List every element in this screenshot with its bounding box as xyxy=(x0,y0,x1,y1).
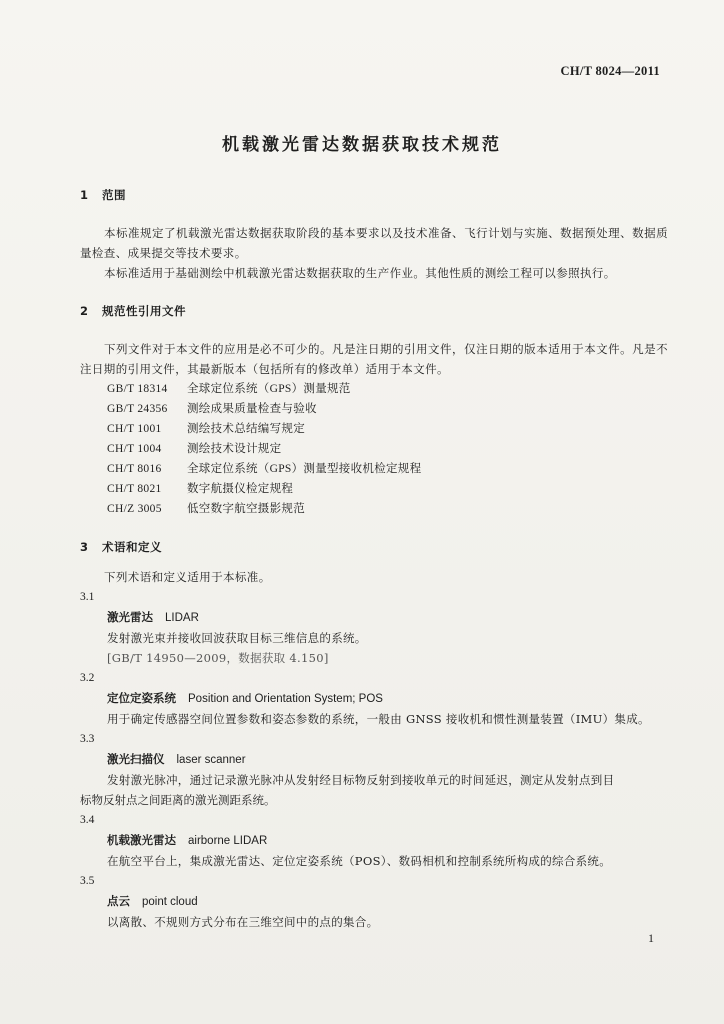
reference-code: GB/T 18314 xyxy=(107,383,168,395)
document-body xyxy=(80,185,668,932)
term-en: Position and Orientation System; POS xyxy=(188,693,383,705)
term-definition: 发射激光束并接收回波获取目标三维信息的系统。 xyxy=(107,631,367,645)
reference-item xyxy=(107,379,668,399)
reference-name: 全球定位系统（GPS）测量型接收机检定规程 xyxy=(187,463,422,475)
term-number: 3.2 xyxy=(80,672,95,684)
reference-item xyxy=(107,419,668,439)
term-en: laser scanner xyxy=(176,754,246,766)
reference-code: CH/Z 3005 xyxy=(107,503,162,515)
reference-name: 低空数字航空摄影规范 xyxy=(187,503,305,515)
paragraph: 本标准规定了机载激光雷达数据获取阶段的基本要求以及技术准备、飞行计划与实施、数据预处理、数据质量检查、成果提交等技术要求。 xyxy=(80,226,668,260)
section-heading-scope xyxy=(80,185,668,205)
reference-item xyxy=(107,399,668,419)
term-zh: 点云 xyxy=(107,894,130,908)
reference-item xyxy=(107,499,668,519)
reference-code: CH/T 1001 xyxy=(107,423,162,435)
term-definition-continued: 标物反射点之间距离的激光测距系统。 xyxy=(80,793,276,807)
reference-name: 全球定位系统（GPS）测量规范 xyxy=(187,383,351,395)
term-entry xyxy=(80,688,668,709)
paragraph: 下列术语和定义适用于本标准。 xyxy=(104,570,271,584)
term-en: airborne LIDAR xyxy=(188,835,268,847)
paragraph: 本标准适用于基础测绘中机载激光雷达数据获取的生产作业。其他性质的测绘工程可以参照执行。 xyxy=(104,266,616,280)
reference-item xyxy=(107,479,668,499)
term-zh: 机载激光雷达 xyxy=(107,833,176,847)
term-en: LIDAR xyxy=(165,612,199,624)
reference-list xyxy=(80,379,668,519)
reference-name: 测绘成果质量检查与验收 xyxy=(187,403,317,415)
reference-code: CH/T 1004 xyxy=(107,443,162,455)
term-entry xyxy=(80,749,668,770)
term-source: [GB/T 14950—2009，数据获取 4.150] xyxy=(107,651,329,665)
term-number: 3.5 xyxy=(80,875,95,887)
reference-name: 数字航摄仪检定规程 xyxy=(187,483,294,495)
section-title: 范围 xyxy=(102,188,126,202)
term-en: point cloud xyxy=(142,896,198,908)
term-definition: 用于确定传感器空间位置参数和姿态参数的系统，一般由 GNSS 接收机和惯性测量装置（IMU）集成。 xyxy=(107,712,650,726)
section-number: 2 xyxy=(80,304,89,318)
section-heading-terms xyxy=(80,537,668,557)
term-number: 3.1 xyxy=(80,591,95,603)
term-entry xyxy=(80,830,668,851)
reference-item xyxy=(107,459,668,479)
reference-item xyxy=(107,439,668,459)
section-title: 规范性引用文件 xyxy=(102,304,186,318)
section-number: 1 xyxy=(80,188,89,202)
section-heading-normative-references xyxy=(80,301,668,321)
document-title: 机载激光雷达数据获取技术规范 xyxy=(222,135,502,155)
term-zh: 激光扫描仪 xyxy=(107,752,165,766)
term-definition: 在航空平台上，集成激光雷达、定位定姿系统（POS）、数码相机和控制系统所构成的综合系统。 xyxy=(107,854,611,868)
section-number: 3 xyxy=(80,540,89,554)
section-title: 术语和定义 xyxy=(102,540,162,554)
term-definition: 发射激光脉冲，通过记录激光脉冲从发射经目标物反射到接收单元的时间延迟，测定从发射点到目 xyxy=(107,773,615,787)
term-definition: 以离散、不规则方式分布在三维空间中的点的集合。 xyxy=(107,915,379,929)
term-entry xyxy=(80,607,668,628)
term-zh: 定位定姿系统 xyxy=(107,691,176,705)
reference-name: 测绘技术总结编写规定 xyxy=(187,423,305,435)
term-number: 3.3 xyxy=(80,733,95,745)
page-number: 1 xyxy=(648,931,654,945)
reference-code: CH/T 8016 xyxy=(107,463,162,475)
standard-code: CH/T 8024—2011 xyxy=(560,64,660,78)
term-entry xyxy=(80,891,668,912)
reference-code: GB/T 24356 xyxy=(107,403,168,415)
paragraph: 下列文件对于本文件的应用是必不可少的。凡是注日期的引用文件，仅注日期的版本适用于本文件。凡是不注日期的引用文件，其最新版本（包括所有的修改单）适用于本文件。 xyxy=(80,342,668,376)
term-zh: 激光雷达 xyxy=(107,610,153,624)
term-number: 3.4 xyxy=(80,814,95,826)
reference-name: 测绘技术设计规定 xyxy=(187,443,282,455)
reference-code: CH/T 8021 xyxy=(107,483,162,495)
